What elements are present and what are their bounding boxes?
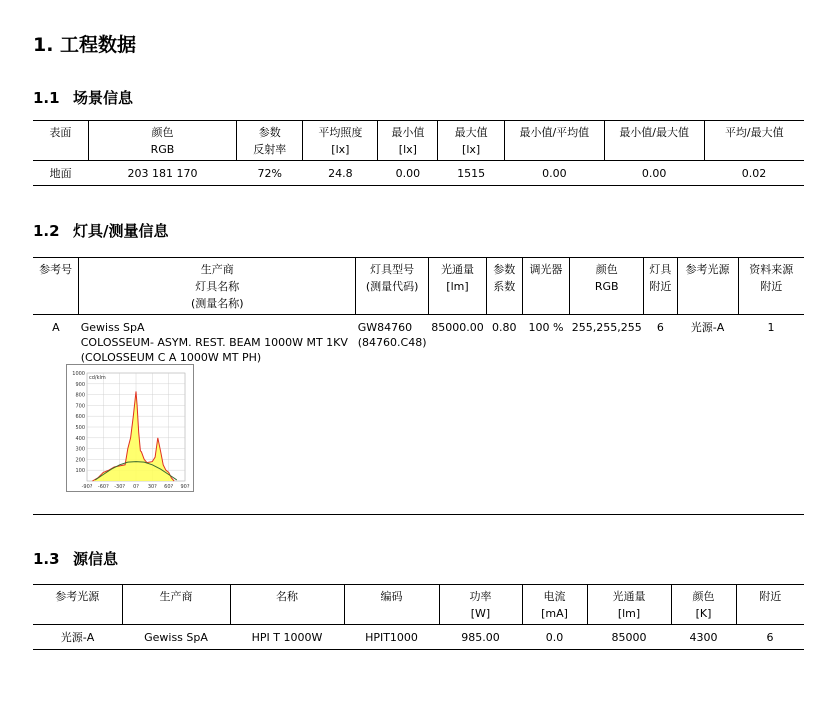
y-tick-label: 600 <box>75 414 85 421</box>
column-header-line: 灯具型号 <box>370 263 415 276</box>
table-cell: 203 181 170 <box>127 167 198 180</box>
column-header <box>504 121 604 161</box>
x-tick-label: 30? <box>147 484 157 490</box>
y-tick-label: 900 <box>75 381 85 388</box>
column-header-line: [K] <box>695 607 712 620</box>
y-tick-label: 200 <box>75 457 85 464</box>
table-cell: Gewiss SpA <box>144 631 208 644</box>
column-header-line: RGB <box>150 143 175 156</box>
x-tick-label: 60? <box>164 484 174 490</box>
column-header <box>644 258 677 315</box>
table-cell: 1515 <box>457 167 486 180</box>
table-cell: 0.00 <box>641 167 667 180</box>
column-header <box>522 258 570 315</box>
ref-cell: A <box>52 321 60 334</box>
column-header-line: [lx] <box>462 143 481 156</box>
column-header-line: 参考光源 <box>685 263 730 276</box>
section-scene-heading <box>33 87 133 108</box>
section-title: 源信息 <box>73 550 119 568</box>
dimmer-cell: 100 % <box>528 321 564 334</box>
column-header <box>587 585 671 625</box>
column-header-line: 最小值 <box>391 126 425 139</box>
column-header-line: 平均/最大值 <box>724 126 784 139</box>
column-header-line: [lm] <box>446 280 469 293</box>
maker-text: Gewiss SpA <box>80 321 145 334</box>
column-header <box>736 585 804 625</box>
column-header-line: 颜色 <box>595 263 618 276</box>
column-header <box>671 585 736 625</box>
column-header-line: [lx] <box>331 143 350 156</box>
column-header <box>344 585 439 625</box>
rgb-cell: 255,255,255 <box>571 321 642 334</box>
column-header-line: 生产商 <box>159 590 193 603</box>
column-header-line: 电流 <box>543 590 566 603</box>
source-cell: 光源-A <box>690 321 725 334</box>
section-luminaire-heading <box>33 220 168 241</box>
column-header <box>604 121 704 161</box>
x-tick-label: -60? <box>97 484 109 490</box>
table-cell: HPI T 1000W <box>251 631 323 644</box>
type-text: GW84760 <box>357 321 413 334</box>
y-tick-label: 500 <box>75 425 85 431</box>
factor-cell: 0.80 <box>492 321 517 334</box>
measure-name-text: (COLOSSEUM C A 1000W MT PH) <box>80 351 262 364</box>
section-divider <box>33 514 804 515</box>
y-tick-label: 300 <box>75 446 85 453</box>
column-header-line: 参考光源 <box>55 590 100 603</box>
column-header <box>33 121 88 161</box>
section-number: 1.2 <box>33 222 60 240</box>
table-row <box>33 625 804 650</box>
column-header-line: 编码 <box>380 590 403 603</box>
table-row <box>33 161 804 186</box>
column-header-line: 名称 <box>276 590 298 603</box>
x-tick-label: 0? <box>133 484 139 490</box>
table-cell: 985.00 <box>461 631 500 644</box>
table-cell: 4300 <box>689 631 718 644</box>
column-header <box>230 585 344 625</box>
column-header-line: (测量名称) <box>190 297 244 310</box>
column-header <box>79 258 356 315</box>
column-header-line: 灯具名称 <box>195 280 240 293</box>
table-cell: 0.00 <box>395 167 421 180</box>
x-tick-label: -30? <box>114 484 126 490</box>
column-header <box>378 121 438 161</box>
column-header-line: 颜色 <box>151 126 174 139</box>
column-header <box>439 585 522 625</box>
column-header-line: 参数 <box>493 263 516 276</box>
column-header-line: (测量代码) <box>365 280 419 293</box>
column-header <box>122 585 230 625</box>
column-header-line: 附近 <box>649 280 672 293</box>
column-header-line: 功率 <box>469 590 492 603</box>
x-tick-label: -90? <box>81 484 93 490</box>
table-cell: 地面 <box>49 167 72 180</box>
column-header <box>677 258 738 315</box>
table-header-row <box>33 121 804 161</box>
y-tick-label: 400 <box>75 435 85 442</box>
column-header-line: [mA] <box>541 607 568 620</box>
table-cell: 24.8 <box>328 167 353 180</box>
y-tick-label: 100 <box>75 468 85 475</box>
column-header-line: 光通量 <box>612 590 646 603</box>
column-header <box>303 121 378 161</box>
flux-cell: 85000.00 <box>431 321 484 334</box>
column-header-line: 最小值/平均值 <box>519 126 590 139</box>
page-title: 1. 工程数据 <box>33 34 137 56</box>
column-header <box>237 121 303 161</box>
column-header-line: 资料来源 <box>749 263 794 276</box>
column-header-line: [W] <box>470 607 491 620</box>
column-header-line: 调光器 <box>529 263 563 276</box>
column-header-line: 附近 <box>760 280 783 293</box>
column-header-line: 最大值 <box>454 126 488 139</box>
column-header <box>570 258 644 315</box>
column-header <box>33 585 122 625</box>
column-header-line: 表面 <box>49 126 72 139</box>
source-table <box>33 584 804 650</box>
column-header <box>438 121 505 161</box>
column-header-line: 光通量 <box>440 263 474 276</box>
column-header-line: 参数 <box>258 126 281 139</box>
table-cell: 72% <box>257 167 282 180</box>
unit-label: cd/klm <box>89 375 106 381</box>
section-number: 1.1 <box>33 89 60 107</box>
column-header-line: [lx] <box>398 143 417 156</box>
section-title: 场景信息 <box>73 89 134 107</box>
light-distribution-svg <box>67 365 193 491</box>
table-cell: 0.00 <box>542 167 567 180</box>
column-header <box>704 121 804 161</box>
section-number: 1.3 <box>33 550 60 568</box>
scene-table <box>33 120 804 186</box>
table-row <box>33 315 804 370</box>
column-header-line: RGB <box>594 280 619 293</box>
section-source-heading <box>33 548 118 569</box>
column-header-line: 灯具 <box>649 263 672 276</box>
y-tick-label: 700 <box>75 403 85 410</box>
data-near-cell: 1 <box>767 321 775 334</box>
column-header-line: 最小值/最大值 <box>619 126 690 139</box>
y-tick-label: 800 <box>75 392 85 399</box>
column-header <box>429 258 487 315</box>
column-header-line: 反射率 <box>253 143 287 156</box>
type-code-text: (84760.C48) <box>357 336 427 349</box>
luminaire-name-cell <box>79 315 356 370</box>
column-header <box>522 585 587 625</box>
column-header <box>88 121 236 161</box>
type-cell <box>356 315 429 370</box>
light-distribution-chart <box>66 364 194 492</box>
column-header <box>738 258 804 315</box>
table-cell: 6 <box>766 631 774 644</box>
column-header <box>486 258 522 315</box>
table-cell: 85000 <box>611 631 647 644</box>
table-header-row <box>33 585 804 625</box>
table-cell: HPIT1000 <box>365 631 418 644</box>
column-header-line: 颜色 <box>692 590 715 603</box>
section-title: 灯具/测量信息 <box>73 222 169 240</box>
column-header-line: 生产商 <box>200 263 234 276</box>
near-cell: 6 <box>656 321 664 334</box>
column-header-line: 系数 <box>493 280 516 293</box>
column-header <box>356 258 429 315</box>
luminaire-table <box>33 257 804 369</box>
column-header-line: [lm] <box>617 607 641 620</box>
table-cell: 光源-A <box>60 631 95 644</box>
luminaire-name-text: COLOSSEUM- ASYM. REST. BEAM 1000W MT 1KV <box>80 336 348 349</box>
column-header <box>33 258 79 315</box>
y-tick-label: 1000 <box>72 371 85 377</box>
table-cell: 0.02 <box>741 167 767 180</box>
column-header-line: 参考号 <box>39 263 73 276</box>
x-tick-label: 90? <box>180 484 190 490</box>
table-header-row <box>33 258 804 315</box>
table-cell: 0.0 <box>545 631 564 644</box>
column-header-line: 附近 <box>759 590 782 603</box>
column-header-line: 平均照度 <box>318 126 363 139</box>
